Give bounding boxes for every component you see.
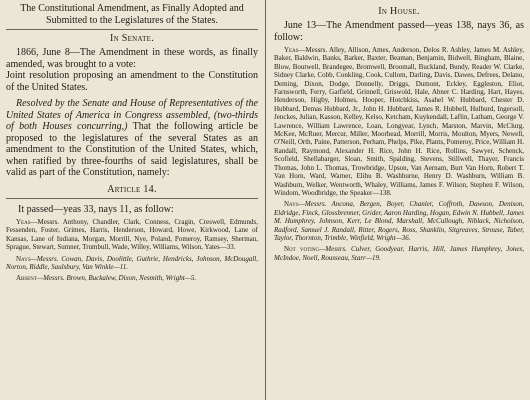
article-headline: The Constitutional Amendment, as Finally Adopted and Submitted to the Legislatures of the States. bbox=[20, 3, 244, 26]
senate-yeas-list: —Messrs. Anthony, Chandler, Clark, Conness, Cragin, Creswell, Edmunds, Fessenden, Foster, Grimes, Harris, Henderson, Howard, Howe, Kirkwood, Lane of Kansas, Lane of Indiana, Morgan, Morrill, Nye, Poland, Pomeroy, Ramsey, Sherman, Sprague, Stewart, Sumner, Trumbull, Wade, Willey, Williams, Wilson, Yates—33. bbox=[6, 218, 258, 252]
right-column bbox=[268, 0, 530, 400]
house-heading: In House. bbox=[378, 6, 420, 17]
headline-rule bbox=[6, 29, 258, 30]
resolved-italic: Resolved by the Senate and House of Representatives of the United States of America in Congress assembled, (two-thirds of both Houses concurring,) bbox=[6, 98, 258, 132]
senate-nays-label: Nays bbox=[16, 254, 31, 263]
senate-absent-list: —Messrs. Brown, Buckalew, Dixon, Nesmith, Wright—5. bbox=[36, 274, 197, 283]
senate-result: It passed—yeas 33, nays 11, as follow: bbox=[18, 203, 174, 215]
resolved-text: That the following article be proposed to the legislatures of the several States as an amendment to the Constitution of the United States, which, when ratified by three-fourths of said legislatures, shall be valid as part of the Constitution, namely: bbox=[6, 121, 258, 178]
article-heading: Article 14. bbox=[107, 183, 157, 195]
house-notvoting-label: Not voting bbox=[284, 245, 320, 254]
house-notvoting-list: —Messrs. Culver, Goodyear, Harris, Hill, James Humphrey, Jones, McIndoe, Noell, Rousseau, Starr—19. bbox=[274, 245, 524, 262]
senate-nays bbox=[6, 255, 258, 272]
senate-nays-list: —Messrs. Cowan, Davis, Doolittle, Guthrie, Hendricks, Johnson, McDougall, Norton, Riddle, Saulsbury, Van Winkle—11. bbox=[6, 254, 258, 272]
resolved-paragraph bbox=[6, 98, 258, 179]
column-rule bbox=[265, 0, 266, 400]
house-yeas-list: —Messrs. Alley, Allison, Ames, Anderson, Delos R. Ashley, James M. Ashley, Baker, Baldwin, Banks, Barker, Baxter, Beaman, Benjamin, Bidwell, Bingham, Blaine, Blow, Boutwell, Brandegee, Bromwell, Broomall, Buckland, Bundy, Reader W. Clarke, Sidney Clarke, Cobb, Conkling, Cook, Cullom, Darling, Davis, Dawes, Defrees, Delano, Deming, Dixon, Dodge, Donnelly, Driggs, Dumont, Eckley, Eggleston, Eliot, Farnsworth, Ferry, Garfield, Grinnell, Griswold, Hale, Abner C. Harding, Hart, Hayes, Henderson, Higby, Holmes, Hooper, Hotchkiss, Asahel W. Hubbard, Chester D. Hubbard, Demas Hubbard, Jr., John H. Hubbard, James R. Hubbell, Hulburd, Ingersoll, Jenckes, Julian, Kasson, Kelley, Kelso, Ketcham, Kuykendall, Laflin, Latham, George V. Lawrence, William Lawrence, Loan, Longyear, Lynch, Marston, Marvin, McClurg, McKee, McRuer, Mercur, Miller, Moorhead, Morrill, Morris, Moulton, Myers, Newell, O'Neill, Orth, Paine, Patterson, Perham, Phelps, Pike, Plants, Pomeroy, Price, William H. Randall, Raymond, Alexander H. Rice, John H. Rice, Rollins, Sawyer, Schenck, Scofield, Shellabarger, Sloan, Smith, Spalding, Stevens, Stillwell, Thayer, Francis Thomas, John L. Thomas, Trowbridge, Upson, Van Aernam, Burt Van Horn, Robert T. Van Horn, Ward, Warner, Elihu B. Washburne, Henry D. Washburn, William B. Washburn, Welker, Wentworth, Whaley, Williams, James F. Wilson, Stephen F. Wilson, Windom, Woodbridge, the Speaker—138. bbox=[274, 46, 524, 197]
senate-yeas bbox=[6, 218, 258, 252]
house-yeas bbox=[274, 46, 524, 197]
house-nays bbox=[274, 200, 524, 242]
joint-resolution: Joint resolution proposing an amendment to the Constitution of the United States. bbox=[6, 70, 258, 93]
house-notvoting bbox=[274, 245, 524, 262]
house-nays-label: Nays bbox=[284, 200, 299, 209]
senate-yeas-label: Yeas bbox=[16, 218, 31, 226]
senate-absent-label: Absent bbox=[16, 274, 37, 283]
senate-heading: In Senate. bbox=[109, 33, 155, 44]
house-yeas-label: Yeas bbox=[284, 46, 299, 54]
senate-lead: 1866, June 8—The Amendment in these words, as finally amended, was brought to a vote: bbox=[6, 47, 258, 70]
senate-absent bbox=[6, 274, 258, 282]
left-column bbox=[0, 0, 264, 400]
house-lead: June 13—The Amendment passed—yeas 138, nays 36, as follow: bbox=[274, 20, 524, 43]
house-nays-list: —Messrs. Ancona, Bergen, Boyer, Chanler, Coffroth, Dawson, Denison, Eldridge, Finck, Glossbrenner, Grider, Aaron Harding, Hogan, Edwin N. Hubbell, James M. Humphrey, Johnson, Kerr, Le Blond, Marshall, McCullough, Niblack, Nicholson, Radford, Samuel J. Randall, Ritter, Rogers, Ross, Shanklin, Sitgreaves, Strouse, Taber, Taylor, Thornton, Trimble, Winfield, Wright—36. bbox=[274, 200, 524, 242]
article-rule bbox=[6, 198, 258, 199]
